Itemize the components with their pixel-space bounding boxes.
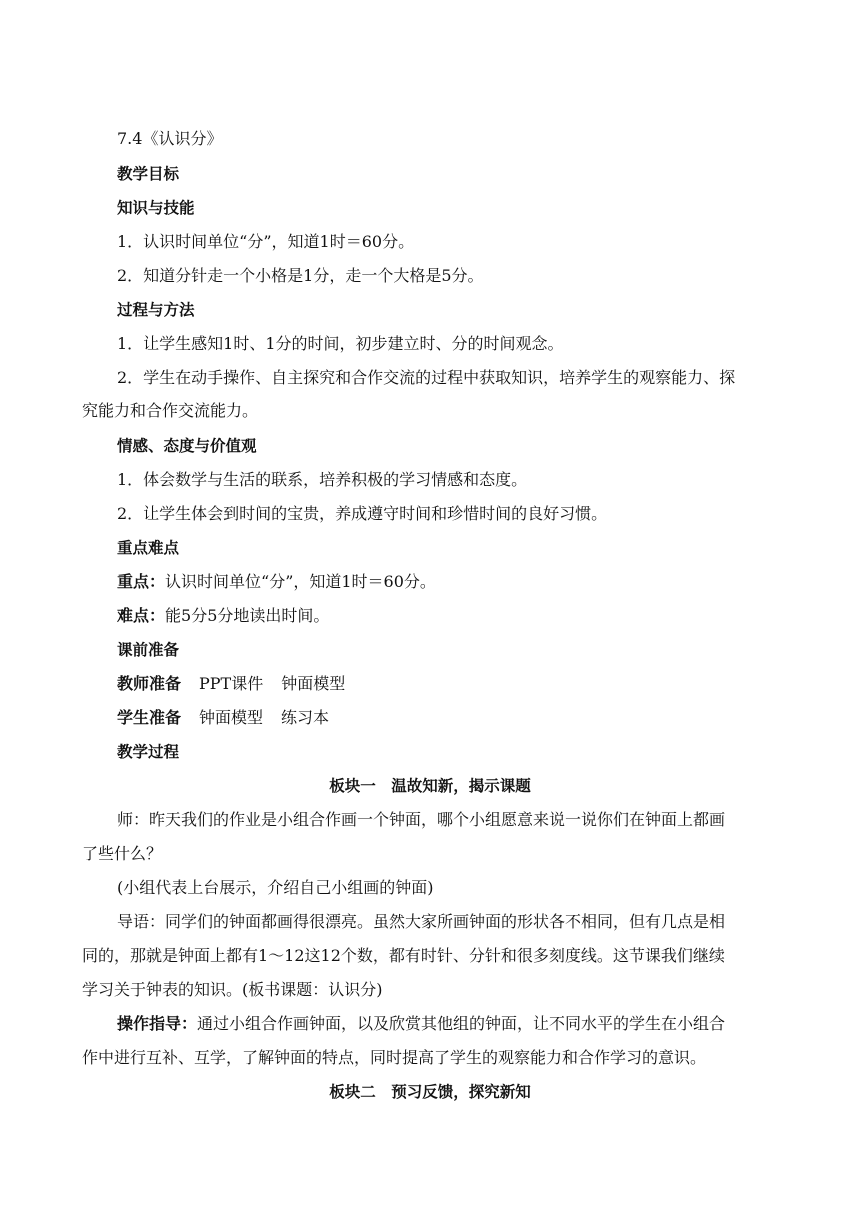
operation-guide-line-1 [117,1013,725,1035]
objectives-heading: 教学目标 [117,165,180,183]
difficult-point-text: 能5分5分地读出时间。 [165,606,330,625]
process-item-2-line-2: 究能力和合作交流能力。 [82,401,259,420]
guide-line-2: 同的，那就是钟面上都有1～12这12个数，都有时针、分针和很多刻度线。这节课我们继续 [82,946,725,965]
prep-heading: 课前准备 [117,641,180,659]
emotion-item-1: 1．体会数学与生活的联系，培养积极的学习情感和态度。 [117,470,528,489]
operation-guide-line-2: 作中进行互补、互学，了解钟面的特点，同时提高了学生的观察能力和合作学习的意识。 [82,1048,707,1067]
teaching-process-heading: 教学过程 [117,743,180,761]
key-point-row [117,571,436,593]
knowledge-item-1: 1．认识时间单位“分”，知道1时＝60分。 [117,232,415,251]
student-prep-row [117,707,329,729]
knowledge-heading: 知识与技能 [117,199,195,217]
key-point-text: 认识时间单位“分”，知道1时＝60分。 [165,572,436,591]
student-prep-item: 练习本 [281,708,330,727]
key-point-label: 重点： [117,572,166,591]
guide-line-3: 学习关于钟表的知识。(板书课题：认识分) [82,980,383,999]
student-prep-item: 钟面模型 [199,708,264,727]
teacher-dialog-line-1: 师：昨天我们的作业是小组合作画一个钟面，哪个小组愿意来说一说你们在钟面上都画 [117,810,726,829]
process-heading: 过程与方法 [117,301,195,319]
section-1-title: 板块一 温故知新，揭示课题 [329,777,531,795]
key-points-heading: 重点难点 [117,539,180,557]
lesson-title: 7.4《认识分》 [117,129,223,148]
operation-guide-text: 通过小组合作画钟面，以及欣赏其他组的钟面，让不同水平的学生在小组合 [197,1014,726,1033]
operation-guide-label: 操作指导： [117,1014,198,1033]
difficult-point-label: 难点： [117,606,166,625]
teacher-dialog-line-2: 了些什么？ [82,844,163,863]
emotion-item-2: 2．让学生体会到时间的宝贵，养成遵守时间和珍惜时间的良好习惯。 [117,504,608,523]
activity-note: (小组代表上台展示，介绍自己小组画的钟面) [117,878,434,897]
teacher-prep-item: PPT课件 [199,674,264,693]
emotion-heading: 情感、态度与价值观 [117,437,257,455]
teacher-prep-label: 教师准备 [117,674,182,693]
student-prep-label: 学生准备 [117,708,182,727]
knowledge-item-2: 2．知道分针走一个小格是1分，走一个大格是5分。 [117,266,484,285]
guide-line-1: 导语：同学们的钟面都画得很漂亮。虽然大家所画钟面的形状各不相同，但有几点是相 [117,912,726,931]
teacher-prep-item: 钟面模型 [281,674,346,693]
process-item-1: 1．让学生感知1时、1分的时间，初步建立时、分的时间观念。 [117,334,564,353]
section-2-title: 板块二 预习反馈，探究新知 [329,1083,531,1101]
difficult-point-row [117,605,329,627]
teacher-prep-row [117,673,345,695]
process-item-2-line-1: 2．学生在动手操作、自主探究和合作交流的过程中获取知识，培养学生的观察能力、探 [117,368,736,387]
